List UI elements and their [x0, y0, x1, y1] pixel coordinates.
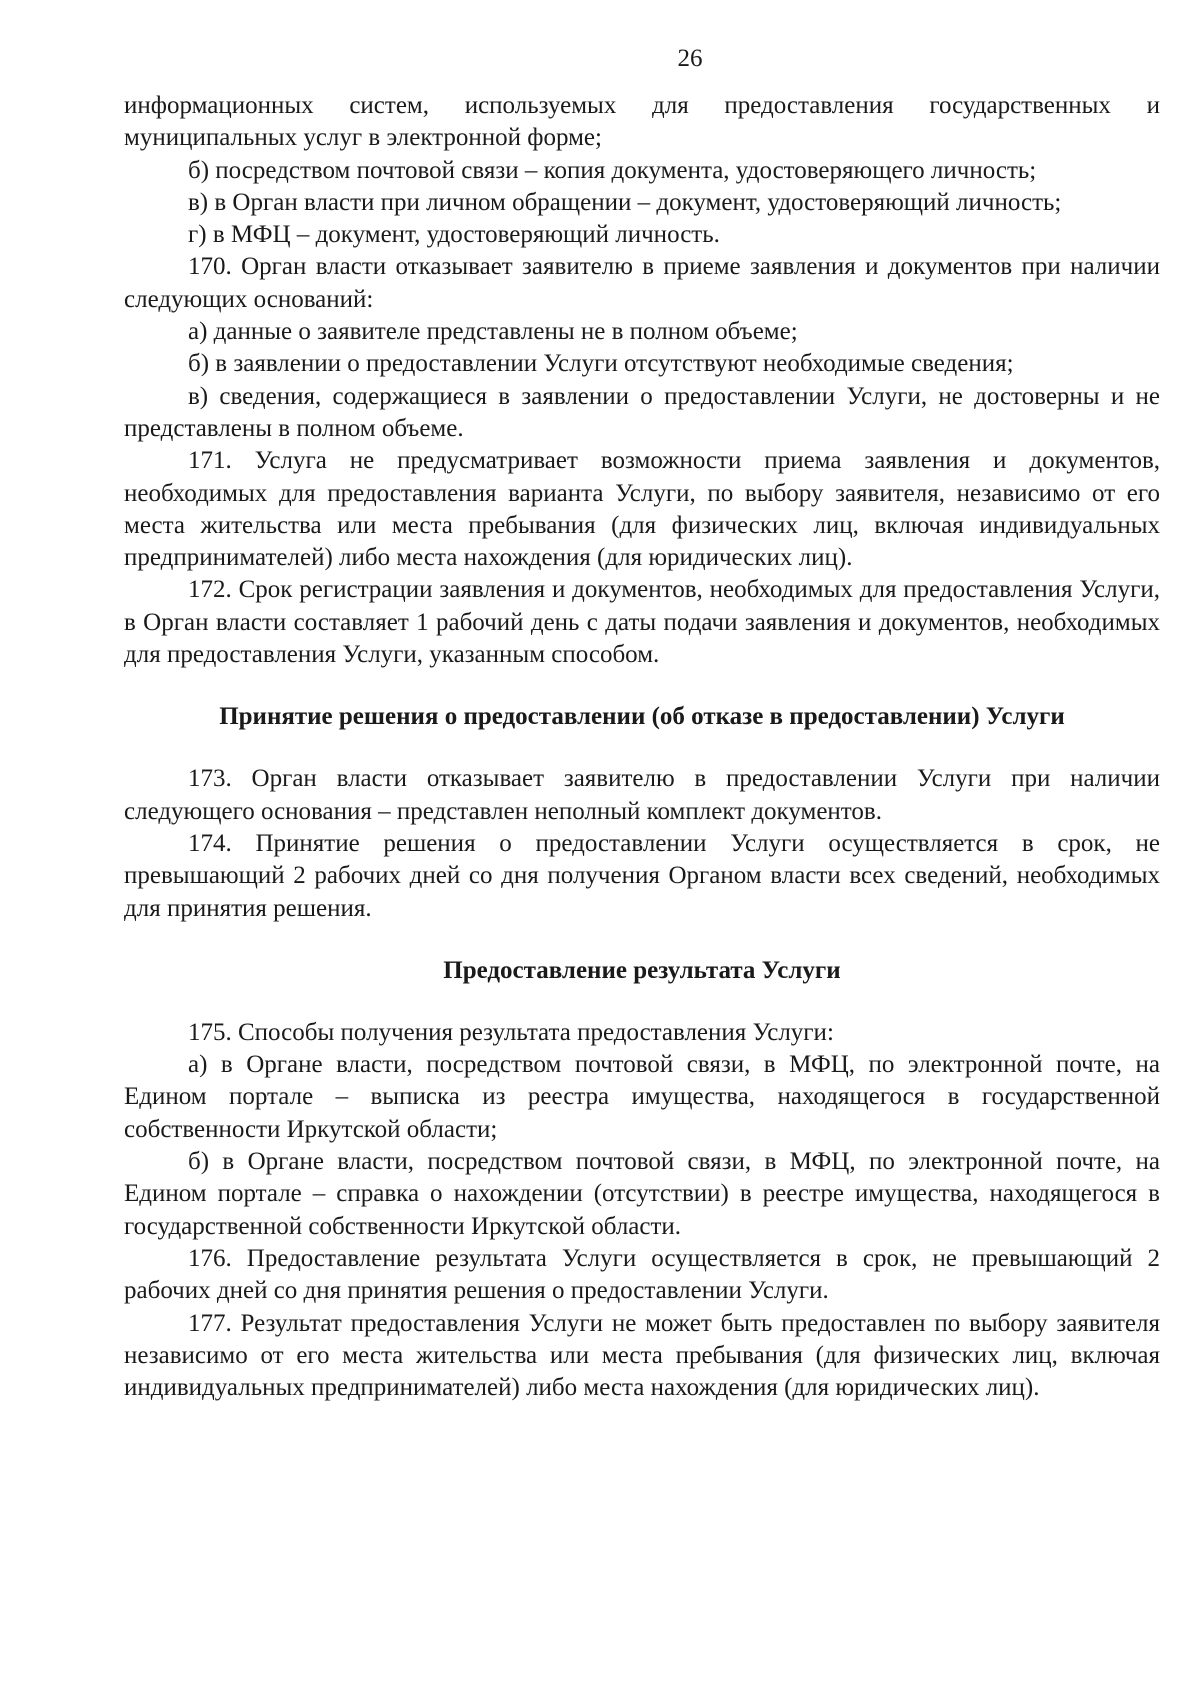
paragraph: б) посредством почтовой связи – копия документа, удостоверяющего личность; [188, 156, 1037, 184]
paragraph: а) в Органе власти, посредством почтовой связи, в МФЦ, по электронной почте, на Едином портале – выписка из реестра имущества, находящегося в государственной собственности Иркутской области; [124, 1051, 1160, 1143]
paragraph: 172. Срок регистрации заявления и документов, необходимых для предоставления Услуги, в Орган власти составляет 1 рабочий день с даты подачи заявления и документов, необходимых для предоставления Услуги, указанным способом. [124, 576, 1160, 669]
paragraph: г) в МФЦ – документ, удостоверяющий личность. [188, 221, 720, 249]
section-heading: Предоставление результата Услуги [443, 956, 841, 984]
paragraph: 176. Предоставление результата Услуги осуществляется в срок, не превышающий 2 рабочих дней со дня принятия решения о предоставлении Услуги. [124, 1244, 1160, 1305]
paragraph: 175. Способы получения результата предоставления Услуги: [188, 1018, 834, 1046]
paragraph: 174. Принятие решения о предоставлении Услуги осуществляется в срок, не превышающий 2 рабочих дней со дня получения Органом власти всех сведений, необходимых для принятия решения. [124, 829, 1160, 922]
section-heading: Принятие решения о предоставлении (об отказе в предоставлении) Услуги [219, 703, 1065, 731]
paragraph: в) в Орган власти при личном обращении – документ, удостоверяющий личность; [188, 188, 1062, 216]
paragraph: б) в заявлении о предоставлении Услуги отсутствуют необходимые сведения; [188, 350, 1014, 378]
paragraph: 173. Орган власти отказывает заявителю в предоставлении Услуги при наличии следующего основания – представлен неполный комплект документов. [124, 765, 1160, 825]
paragraph: 171. Услуга не предусматривает возможности приема заявления и документов, необходимых для предоставления варианта Услуги, по выбору заявителя, независимо от его места жительства или места пребывания (для физических лиц, включая индивидуальных предпринимателей) либо места нахождения (для юридических лиц). [124, 447, 1160, 572]
paragraph-continuation: информационных систем, используемых для предоставления государственных и муниципальных услуг в электронной форме; [124, 92, 1160, 152]
paragraph: в) сведения, содержащиеся в заявлении о предоставлении Услуги, не достоверны и не представлены в полном объеме. [124, 382, 1160, 442]
paragraph: б) в Органе власти, посредством почтовой связи, в МФЦ, по электронной почте, на Едином портале – справка о нахождении (отсутствии) в реестре имущества, находящегося в государственной собственности Иркутской области. [124, 1148, 1160, 1240]
paragraph: 170. Орган власти отказывает заявителю в приеме заявления и документов при наличии следующих оснований: [124, 253, 1160, 313]
paragraph: 177. Результат предоставления Услуги не может быть предоставлен по выбору заявителя независимо от его места жительства или места пребывания (для физических лиц, включая индивидуальных предпринимателей) либо места нахождения (для юридических лиц). [124, 1309, 1160, 1402]
paragraph: а) данные о заявителе представлены не в полном объеме; [188, 318, 798, 346]
document-page [124, 44, 1160, 1404]
page-number: 26 [677, 45, 703, 72]
